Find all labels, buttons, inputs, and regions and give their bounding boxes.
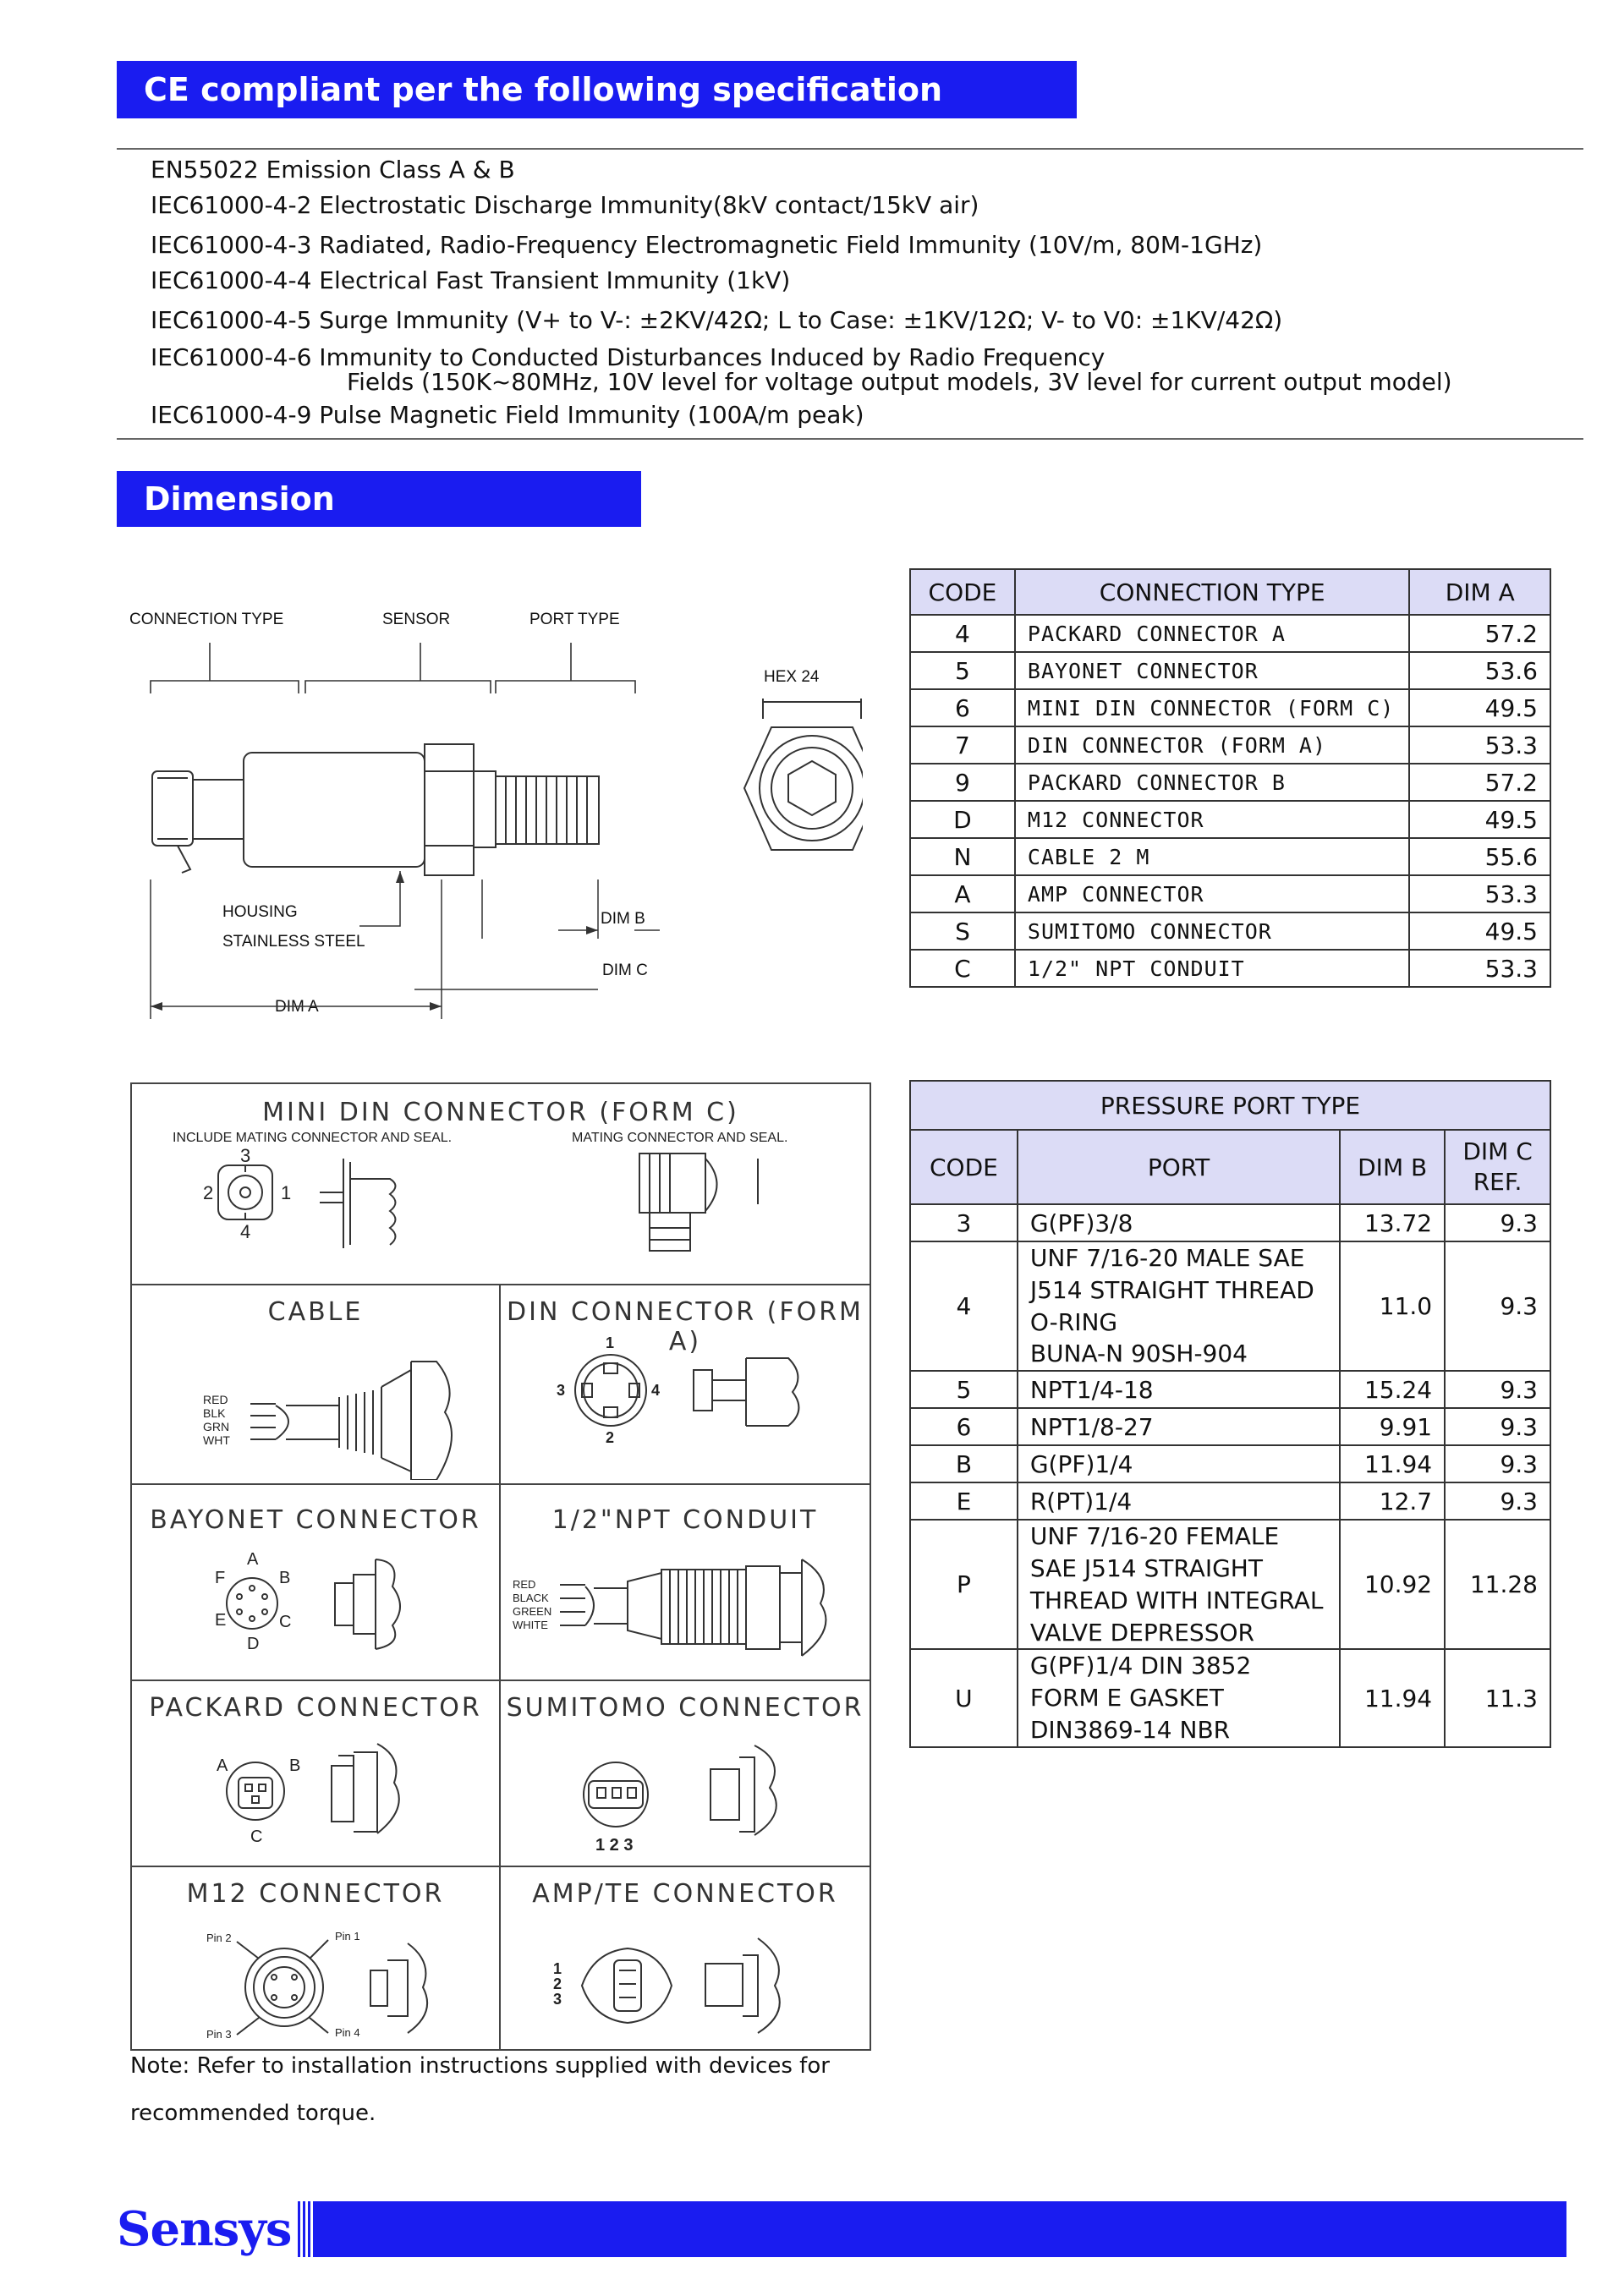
hex-nut-drawing — [744, 699, 863, 850]
cell-packard — [132, 1681, 501, 1867]
packard-side — [332, 1744, 399, 1833]
sensor-dimension-drawing — [118, 592, 863, 1032]
amp-drawing — [501, 1918, 870, 2049]
cell-code: 4 — [910, 1241, 1018, 1371]
cell-code: 3 — [910, 1204, 1018, 1241]
cable-shape — [250, 1362, 452, 1480]
sensor-body — [152, 744, 599, 875]
pressure-port-table — [909, 1080, 1551, 1748]
bayonet-drawing — [132, 1544, 501, 1680]
bayonet-pin-b: B — [279, 1569, 291, 1587]
cell-port: NPT1/8-27 — [1018, 1408, 1340, 1445]
header-dim-c-line: DIM C — [1462, 1137, 1533, 1165]
cell-code: U — [910, 1649, 1018, 1746]
cell-type: MINI DIN CONNECTOR (FORM C) — [1015, 689, 1410, 726]
torque-note-line2: recommended torque. — [130, 2101, 376, 2126]
label-sensor: SENSOR — [382, 611, 451, 628]
dimension-section-title-text: Dimension — [144, 480, 335, 518]
cell-dim-b: 11.0 — [1340, 1241, 1445, 1371]
din-pin-1: 1 — [606, 1334, 615, 1351]
connector-panel — [130, 1082, 871, 2051]
bayonet-pin-f: F — [215, 1569, 226, 1587]
cell-bayonet — [132, 1485, 501, 1681]
port-line: VALVE DEPRESSOR — [1029, 1618, 1254, 1647]
port-line: SAE J514 STRAIGHT — [1029, 1553, 1263, 1582]
brand-name: Sensys — [117, 2201, 292, 2257]
label-hex: HEX 24 — [764, 668, 820, 686]
spec-line: IEC61000-4-6 Immunity to Conducted Disturbances Induced by Radio Frequency — [151, 343, 1106, 371]
cell-type: DIN CONNECTOR (FORM A) — [1015, 726, 1410, 764]
cell-type: 1/2" NPT CONDUIT — [1015, 950, 1410, 987]
cell-dim-c: 11.28 — [1445, 1520, 1550, 1649]
table-row — [910, 801, 1550, 838]
cell-mini-din — [132, 1084, 870, 1285]
table-row — [910, 838, 1550, 875]
header-code: CODE — [910, 569, 1015, 615]
table-row — [910, 764, 1550, 801]
cell-dim: 53.3 — [1409, 726, 1550, 764]
port-table-title: PRESSURE PORT TYPE — [910, 1081, 1550, 1130]
din-face — [575, 1355, 646, 1426]
bayonet-pin-d: D — [247, 1635, 260, 1653]
table-row — [910, 652, 1550, 689]
bayonet-face — [227, 1578, 277, 1629]
spec-line: IEC61000-4-4 Electrical Fast Transient Immunity (1kV) — [151, 266, 791, 294]
m12-pin-4: Pin 4 — [335, 2026, 360, 2039]
table-row — [910, 950, 1550, 987]
cell-dim: 49.5 — [1409, 689, 1550, 726]
spec-line: EN55022 Emission Class A & B — [151, 156, 515, 184]
cell-dim-b: 11.94 — [1340, 1649, 1445, 1746]
ce-section-title — [117, 61, 1077, 118]
m12-pin-1: Pin 1 — [335, 1930, 360, 1943]
label-housing: HOUSING — [222, 903, 298, 921]
bayonet-pin-a: A — [247, 1550, 259, 1569]
cell-dim: 55.6 — [1409, 838, 1550, 875]
din-drawing — [501, 1333, 870, 1482]
connection-type-table — [909, 568, 1551, 988]
cell-code: E — [910, 1482, 1018, 1520]
m12-side — [370, 1943, 427, 2033]
cell-type: M12 CONNECTOR — [1015, 801, 1410, 838]
cell-type: PACKARD CONNECTOR A — [1015, 615, 1410, 652]
cell-cable — [132, 1285, 501, 1485]
footer-logo — [117, 2201, 291, 2257]
amp-pin-1: 1 — [553, 1960, 562, 1977]
cell-dim-b: 9.91 — [1340, 1408, 1445, 1445]
cell-code: 5 — [910, 1371, 1018, 1408]
cell-type: AMP CONNECTOR — [1015, 875, 1410, 912]
m12-drawing — [132, 1918, 501, 2049]
cell-dim: 57.2 — [1409, 764, 1550, 801]
footer-bar — [313, 2201, 1566, 2257]
port-line: G(PF)1/4 DIN 3852 — [1029, 1652, 1252, 1680]
din-pin-2: 2 — [606, 1429, 615, 1446]
cable-wire-blk: BLK — [203, 1406, 226, 1420]
table-row — [910, 1482, 1550, 1520]
cell-type: SUMITOMO CONNECTOR — [1015, 912, 1410, 950]
mini-din-face — [218, 1165, 272, 1219]
port-line: BUNA-N 90SH-904 — [1029, 1340, 1248, 1368]
mini-din-note-right: MATING CONNECTOR AND SEAL. — [572, 1131, 788, 1145]
packard-pin-a: A — [217, 1756, 228, 1775]
table-header-row — [910, 569, 1550, 615]
cell-dim: 57.2 — [1409, 615, 1550, 652]
cell-port: R(PT)1/4 — [1018, 1482, 1340, 1520]
cell-code: 5 — [910, 652, 1015, 689]
packard-face — [227, 1762, 284, 1820]
table-row — [910, 615, 1550, 652]
divider-top — [117, 148, 1583, 150]
cell-code: B — [910, 1445, 1018, 1482]
table-row — [910, 1408, 1550, 1445]
m12-pin-2: Pin 2 — [206, 1932, 232, 1944]
header-port: PORT — [1018, 1130, 1340, 1204]
bayonet-pin-e: E — [215, 1611, 227, 1630]
conduit-wire-black: BLACK — [513, 1592, 549, 1604]
packard-pin-b: B — [289, 1756, 301, 1775]
cell-code: P — [910, 1520, 1018, 1649]
cell-type: PACKARD CONNECTOR B — [1015, 764, 1410, 801]
cell-dim-b: 13.72 — [1340, 1204, 1445, 1241]
cable-wire-red: RED — [203, 1393, 228, 1406]
amp-face — [582, 1948, 672, 2023]
cell-code: 7 — [910, 726, 1015, 764]
cell-code: N — [910, 838, 1015, 875]
header-code: CODE — [910, 1130, 1018, 1204]
sumitomo-face — [584, 1762, 648, 1827]
mini-din-note-left: INCLUDE MATING CONNECTOR AND SEAL. — [173, 1131, 453, 1145]
cell-dim-b: 12.7 — [1340, 1482, 1445, 1520]
port-line: DIN3869-14 NBR — [1029, 1715, 1231, 1744]
spec-line: IEC61000-4-3 Radiated, Radio-Frequency Electromagnetic Field Immunity (10V/m, 80M-1GHz) — [151, 231, 1263, 259]
mini-din-side — [320, 1159, 396, 1248]
cell-dim-b: 15.24 — [1340, 1371, 1445, 1408]
mini-din-mating — [639, 1153, 758, 1251]
port-table-header-row — [910, 1130, 1550, 1204]
table-row — [910, 912, 1550, 950]
label-dim-c: DIM C — [602, 962, 648, 979]
cell-dim-c: 11.3 — [1445, 1649, 1550, 1746]
cell-code: A — [910, 875, 1015, 912]
cell-type: CABLE 2 M — [1015, 838, 1410, 875]
cell-code: 9 — [910, 764, 1015, 801]
cell-amp — [501, 1867, 870, 2049]
divider-bottom — [117, 438, 1583, 440]
din-pin-4: 4 — [651, 1382, 661, 1399]
sumitomo-title: SUMITOMO CONNECTOR — [506, 1693, 864, 1723]
mini-din-title: MINI DIN CONNECTOR (FORM C) — [262, 1098, 739, 1127]
sumitomo-side — [710, 1745, 776, 1835]
cell-dim-c: 9.3 — [1445, 1204, 1550, 1241]
mini-din-pin-4: 4 — [240, 1221, 251, 1242]
m12-pin-3: Pin 3 — [206, 2028, 232, 2041]
port-table-title-row — [910, 1081, 1550, 1130]
header-dim-c-ref: REF. — [1473, 1168, 1522, 1196]
cell-dim: 53.3 — [1409, 950, 1550, 987]
port-line: UNF 7/16-20 MALE SAE — [1029, 1244, 1305, 1272]
port-line: O-RING — [1029, 1307, 1118, 1336]
cell-type: BAYONET CONNECTOR — [1015, 652, 1410, 689]
bayonet-side — [335, 1559, 400, 1649]
conduit-wire-green: GREEN — [513, 1605, 552, 1618]
label-port-type: PORT TYPE — [529, 611, 620, 628]
packard-pin-c: C — [250, 1827, 263, 1846]
sumitomo-pins: 1 2 3 — [595, 1836, 634, 1855]
cable-drawing — [132, 1336, 501, 1480]
spec-line: IEC61000-4-9 Pulse Magnetic Field Immunity (100A/m peak) — [151, 401, 864, 429]
bayonet-pin-c: C — [279, 1613, 292, 1631]
sumitomo-drawing — [501, 1732, 870, 1867]
cell-dim-c: 9.3 — [1445, 1408, 1550, 1445]
cell-dim: 49.5 — [1409, 912, 1550, 950]
cable-title: CABLE — [267, 1297, 364, 1327]
cell-dim-c: 9.3 — [1445, 1482, 1550, 1520]
header-dim-b: DIM B — [1340, 1130, 1445, 1204]
header-dim-c — [1445, 1130, 1550, 1204]
cell-dim: 53.6 — [1409, 652, 1550, 689]
cell-code: D — [910, 801, 1015, 838]
cell-code: S — [910, 912, 1015, 950]
cell-m12 — [132, 1867, 501, 2049]
conduit-wire-white: WHITE — [513, 1619, 548, 1631]
spec-line: Fields (150K~80MHz, 10V level for voltage output models, 3V level for current output model) — [347, 368, 1452, 396]
spec-line: IEC61000-4-2 Electrostatic Discharge Immunity(8kV contact/15kV air) — [151, 191, 979, 219]
amp-pin-3: 3 — [553, 1991, 562, 2008]
port-line: UNF 7/16-20 FEMALE — [1029, 1522, 1280, 1551]
mini-din-pin-1: 1 — [281, 1182, 292, 1203]
conduit-drawing — [501, 1544, 870, 1680]
din-pin-3: 3 — [557, 1382, 566, 1399]
cell-code: 6 — [910, 689, 1015, 726]
table-row — [910, 1371, 1550, 1408]
table-row — [910, 1241, 1550, 1371]
cable-wire-wht: WHT — [203, 1433, 230, 1447]
table-row — [910, 875, 1550, 912]
table-row — [910, 1520, 1550, 1649]
cell-port — [1018, 1241, 1340, 1371]
bracket-lines — [151, 643, 635, 693]
cell-code: 4 — [910, 615, 1015, 652]
mini-din-drawing — [132, 1143, 870, 1285]
table-row — [910, 689, 1550, 726]
cell-port: G(PF)1/4 — [1018, 1445, 1340, 1482]
label-stainless: STAINLESS STEEL — [222, 933, 365, 951]
mini-din-pin-3: 3 — [240, 1145, 251, 1166]
cell-dim-c: 9.3 — [1445, 1241, 1550, 1371]
cell-port: G(PF)3/8 — [1018, 1204, 1340, 1241]
conduit-shape — [560, 1559, 826, 1656]
cell-din — [501, 1285, 870, 1485]
amp-side — [705, 1938, 780, 2033]
mini-din-pin-2: 2 — [203, 1182, 214, 1203]
table-row — [910, 1445, 1550, 1482]
spec-line: IEC61000-4-5 Surge Immunity (V+ to V-: ±2KV/42Ω; L to Case: ±1KV/12Ω; V- to V0: ±1KV/42Ω) — [151, 306, 1283, 334]
conduit-wire-red: RED — [513, 1578, 536, 1591]
label-dim-a: DIM A — [275, 998, 319, 1016]
table-row — [910, 1649, 1550, 1746]
torque-note-line1: Note: Refer to installation instructions supplied with devices for — [130, 2053, 830, 2079]
port-line: THREAD WITH INTEGRAL — [1029, 1586, 1324, 1614]
packard-title: PACKARD CONNECTOR — [149, 1693, 482, 1723]
cell-dim: 49.5 — [1409, 801, 1550, 838]
footer-stripes — [298, 2201, 313, 2257]
cell-dim: 53.3 — [1409, 875, 1550, 912]
cell-dim-c: 9.3 — [1445, 1445, 1550, 1482]
table-row — [910, 726, 1550, 764]
bayonet-title: BAYONET CONNECTOR — [150, 1505, 481, 1535]
cell-dim-c: 9.3 — [1445, 1371, 1550, 1408]
ce-section-title-text: CE compliant per the following specification — [144, 71, 943, 108]
cell-port — [1018, 1649, 1340, 1746]
cell-port — [1018, 1520, 1340, 1649]
cell-conduit — [501, 1485, 870, 1681]
cell-code: 6 — [910, 1408, 1018, 1445]
cable-wire-grn: GRN — [203, 1420, 230, 1433]
cell-sumitomo — [501, 1681, 870, 1867]
dimension-section-title — [117, 471, 641, 527]
port-line: FORM E GASKET — [1029, 1684, 1224, 1712]
m12-face — [237, 1940, 328, 2035]
port-line: J514 STRAIGHT THREAD — [1029, 1275, 1314, 1304]
cell-code: C — [910, 950, 1015, 987]
din-title: DIN CONNECTOR (FORM A) — [507, 1297, 864, 1356]
label-dim-b: DIM B — [601, 910, 645, 928]
amp-title: AMP/TE CONNECTOR — [532, 1879, 838, 1909]
amp-pin-2: 2 — [553, 1975, 562, 1992]
header-dim-a: DIM A — [1409, 569, 1550, 615]
m12-title: M12 CONNECTOR — [186, 1879, 445, 1909]
header-connection-type: CONNECTION TYPE — [1015, 569, 1410, 615]
din-side — [694, 1358, 798, 1426]
label-connection-type: CONNECTION TYPE — [129, 611, 284, 628]
table-row — [910, 1204, 1550, 1241]
cell-port: NPT1/4-18 — [1018, 1371, 1340, 1408]
cell-dim-b: 11.94 — [1340, 1445, 1445, 1482]
cell-dim-b: 10.92 — [1340, 1520, 1445, 1649]
conduit-title: 1/2"NPT CONDUIT — [551, 1505, 819, 1535]
packard-drawing — [132, 1732, 501, 1867]
